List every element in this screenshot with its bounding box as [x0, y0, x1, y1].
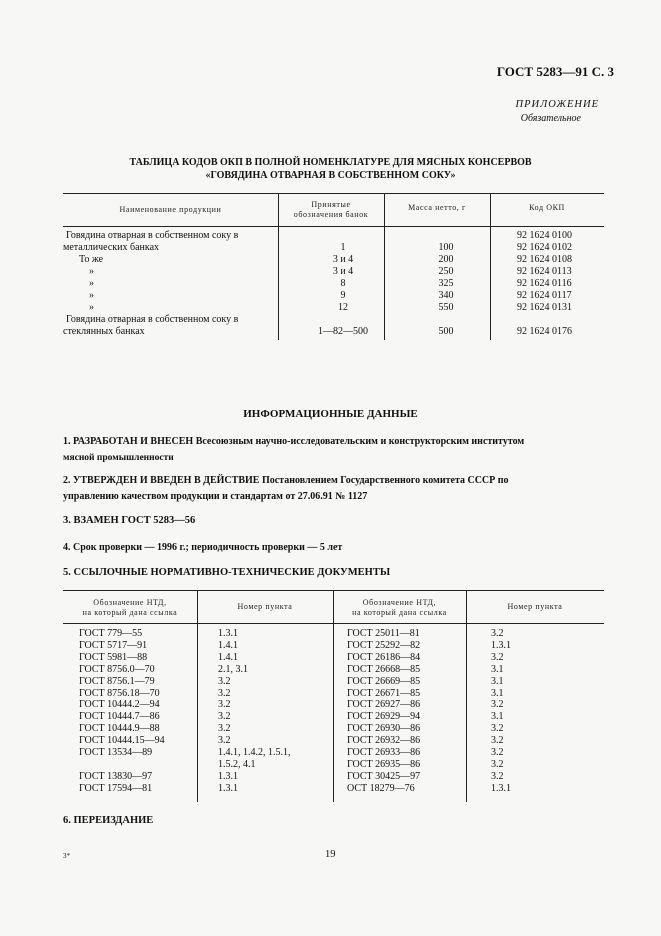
okp-row-can: 12: [338, 302, 348, 313]
okp-row-name: То же: [79, 254, 104, 265]
ntd-row-doc: ГОСТ 26935—86: [347, 758, 421, 770]
ntd-row-item: 1.3.1: [491, 782, 511, 794]
okp-row-name: »: [89, 266, 94, 277]
ntd-header-item: Номер пункта: [237, 602, 293, 611]
page-number: 19: [325, 849, 336, 860]
okp-table-header-rule: [63, 226, 604, 227]
info-item-3: 3. ВЗАМЕН ГОСТ 5283—56: [63, 515, 196, 526]
appendix-status: Обязательное: [520, 113, 581, 124]
ntd-row-doc: ГОСТ 8756.1—79: [79, 675, 155, 687]
ntd-row-item: 3.1: [491, 675, 504, 687]
ntd-row-doc: ГОСТ 10444.7—86: [79, 711, 160, 723]
ntd-row-item: 1.3.1: [218, 782, 238, 794]
okp-row-can: 1: [340, 242, 346, 253]
okp-row-code: 92 1624 0108: [517, 254, 572, 265]
appendix-label: ПРИЛОЖЕНИЕ: [515, 99, 599, 110]
ntd-row-doc: ГОСТ 5981—88: [79, 651, 148, 663]
okp-header-mass: Масса нетто, г: [408, 203, 466, 212]
okp-row-mass: 200: [438, 254, 454, 265]
ntd-row-doc: ГОСТ 25292—82: [347, 639, 421, 651]
ntd-row-item: 3.2: [491, 651, 504, 663]
info-section-title: ИНФОРМАЦИОННЫЕ ДАННЫЕ: [243, 408, 418, 420]
ntd-row-item: 3.2: [491, 747, 504, 758]
info-item-6: 6. ПЕРЕИЗДАНИЕ: [63, 815, 154, 826]
ntd-row-doc: ГОСТ 26671—85: [347, 687, 421, 699]
info-item-2-text-cont: управлению качеством продукции и стандартам от 27.06.91 № 1127: [63, 491, 368, 502]
ntd-row-item: 3.2: [491, 628, 504, 639]
ntd-header-item: Номер пункта: [507, 602, 563, 611]
ntd-header-doc-line2: на который дана ссылка: [82, 608, 178, 617]
ntd-row-item: 3.2: [491, 758, 504, 770]
okp-row-code: 92 1624 0131: [517, 302, 572, 313]
okp-row-code: 92 1624 0117: [517, 290, 572, 301]
ntd-row-doc: ГОСТ 26927—86: [347, 699, 421, 711]
okp-row-code: 92 1624 0176: [517, 326, 572, 337]
ntd-row-item: 1.3.1: [491, 639, 511, 651]
ntd-row-item: 3.2: [491, 723, 504, 735]
ntd-row-doc: ГОСТ 26669—85: [347, 675, 421, 687]
ntd-row-doc: ГОСТ 26930—86: [347, 723, 421, 735]
okp-row-can: 8: [340, 278, 346, 289]
okp-row-can: 9: [340, 290, 346, 301]
ntd-row-item: 3.2: [491, 770, 504, 782]
okp-row-can: 3 и 4: [332, 254, 354, 265]
info-item-1: [63, 434, 603, 466]
okp-row-name: »: [89, 278, 94, 289]
okp-row-name: стеклянных банках: [63, 326, 145, 337]
ntd-row-doc: ГОСТ 25011—81: [347, 628, 420, 639]
ntd-row-item: 2.1, 3.1: [218, 663, 248, 675]
okp-row-mass: 100: [438, 242, 454, 253]
info-item-2-text: Постановлением Государственного комитета СССР по: [261, 475, 509, 486]
ntd-row-doc: ГОСТ 26929—94: [347, 711, 421, 723]
okp-row-name: металлических банках: [63, 242, 160, 253]
okp-row-name: Говядина отварная в собственном соку в: [66, 230, 239, 241]
okp-header-name: Наименование продукции: [119, 205, 222, 214]
ntd-row-doc: ГОСТ 779—55: [79, 628, 143, 639]
ntd-row-doc: ГОСТ 26186—84: [347, 651, 421, 663]
ntd-row-doc: ГОСТ 10444.9—88: [79, 723, 160, 735]
ntd-table-col-divider: [197, 590, 198, 802]
ntd-row-item: 3.1: [491, 687, 504, 699]
info-item-1-head: 1. РАЗРАБОТАН И ВНЕСЕН: [63, 436, 194, 447]
info-item-2-head: 2. УТВЕРЖДЕН И ВВЕДЕН В ДЕЙСТВИЕ: [63, 475, 260, 486]
standard-page-header: ГОСТ 5283—91 С. 3: [496, 64, 614, 79]
ntd-row-item: 3.2: [218, 699, 231, 711]
okp-table-subtitle: «ГОВЯДИНА ОТВАРНАЯ В СОБСТВЕННОМ СОКУ»: [205, 170, 456, 181]
okp-row-name: »: [89, 302, 94, 313]
ntd-row-doc: ГОСТ 5717—91: [79, 639, 148, 651]
ntd-row-doc: ГОСТ 10444.15—94: [79, 735, 165, 747]
okp-row-mass: 500: [438, 326, 454, 337]
okp-row-mass: 340: [438, 290, 454, 301]
okp-header-code: Код ОКП: [529, 203, 565, 212]
ntd-row-item: 1.4.1: [218, 639, 238, 651]
okp-row-can: 1—82—500: [318, 326, 368, 337]
info-item-1-text-cont: мясной промышленности: [63, 453, 174, 463]
ntd-row-item: 3.1: [491, 663, 504, 675]
ntd-row-item: 3.2: [218, 723, 231, 735]
ntd-row-item: 1.3.1: [218, 770, 238, 782]
ntd-row-item: 3.2: [218, 687, 231, 699]
okp-row-mass: 250: [438, 266, 454, 277]
signature-mark: 3*: [63, 852, 70, 860]
okp-table-top-rule: [63, 193, 604, 194]
ntd-row-doc: ГОСТ 8756.18—70: [79, 687, 160, 699]
ntd-row-item: 3.2: [218, 675, 231, 687]
info-item-5: 5. ССЫЛОЧНЫЕ НОРМАТИВНО-ТЕХНИЧЕСКИЕ ДОКУМЕНТЫ: [63, 567, 391, 578]
okp-row-code: 92 1624 0102: [517, 242, 572, 253]
okp-table-title: ТАБЛИЦА КОДОВ ОКП В ПОЛНОЙ НОМЕНКЛАТУРЕ ДЛЯ МЯСНЫХ КОНСЕРВОВ: [129, 157, 532, 168]
ntd-table-col-divider: [466, 590, 467, 802]
okp-row-code: 92 1624 0113: [517, 266, 572, 277]
okp-header-can-line2: обозначения банок: [293, 210, 369, 219]
info-item-1-text: Всесоюзным научно-исследовательским и конструкторским институтом: [195, 436, 525, 447]
ntd-table-col-divider: [333, 590, 334, 802]
ntd-row-item: 3.1: [491, 711, 504, 723]
okp-row-code: 92 1624 0100: [517, 230, 572, 241]
ntd-row-item: 1.4.1, 1.4.2, 1.5.1,: [218, 747, 291, 758]
info-item-2: [63, 473, 603, 505]
okp-row-mass: 325: [438, 278, 454, 289]
ntd-row-item: 3.2: [491, 699, 504, 711]
okp-header-can-line1: Принятые: [311, 200, 351, 209]
ntd-row-doc: ГОСТ 17594—81: [79, 782, 153, 794]
ntd-row-doc: ГОСТ 26932—86: [347, 735, 421, 747]
ntd-header-doc-line1: Обозначение НТД,: [362, 598, 437, 607]
ntd-header-doc-line2: на который дана ссылка: [352, 608, 447, 617]
ntd-row-doc: ОСТ 18279—76: [347, 782, 415, 794]
ntd-row-item: 1.3.1: [218, 628, 238, 639]
ntd-row-item: 3.2: [491, 735, 504, 747]
ntd-row-doc: ГОСТ 13830—97: [79, 770, 153, 782]
info-item-4: 4. Срок проверки — 1996 г.; периодичность проверки — 5 лет: [63, 542, 343, 553]
ntd-row-item: 3.2: [218, 735, 231, 747]
okp-row-mass: 550: [438, 302, 454, 313]
ntd-row-item: 3.2: [218, 711, 231, 723]
ntd-row-doc: ГОСТ 26668—85: [347, 663, 421, 675]
ntd-header-doc-line1: Обозначение НТД,: [93, 598, 167, 607]
okp-row-code: 92 1624 0116: [517, 278, 572, 289]
ntd-row-doc: ГОСТ 10444.2—94: [79, 699, 160, 711]
okp-row-name: Говядина отварная в собственном соку в: [66, 314, 239, 325]
ntd-row-item: 1.4.1: [218, 651, 238, 663]
ntd-row-doc: ГОСТ 26933—86: [347, 747, 421, 758]
okp-row-name: »: [89, 290, 94, 301]
ntd-row-doc: ГОСТ 30425—97: [347, 770, 421, 782]
ntd-row-doc: ГОСТ 13534—89: [79, 747, 153, 758]
okp-row-can: 3 и 4: [332, 266, 354, 277]
ntd-row-item: 1.5.2, 4.1: [218, 758, 256, 770]
ntd-row-doc: ГОСТ 8756.0—70: [79, 663, 155, 675]
